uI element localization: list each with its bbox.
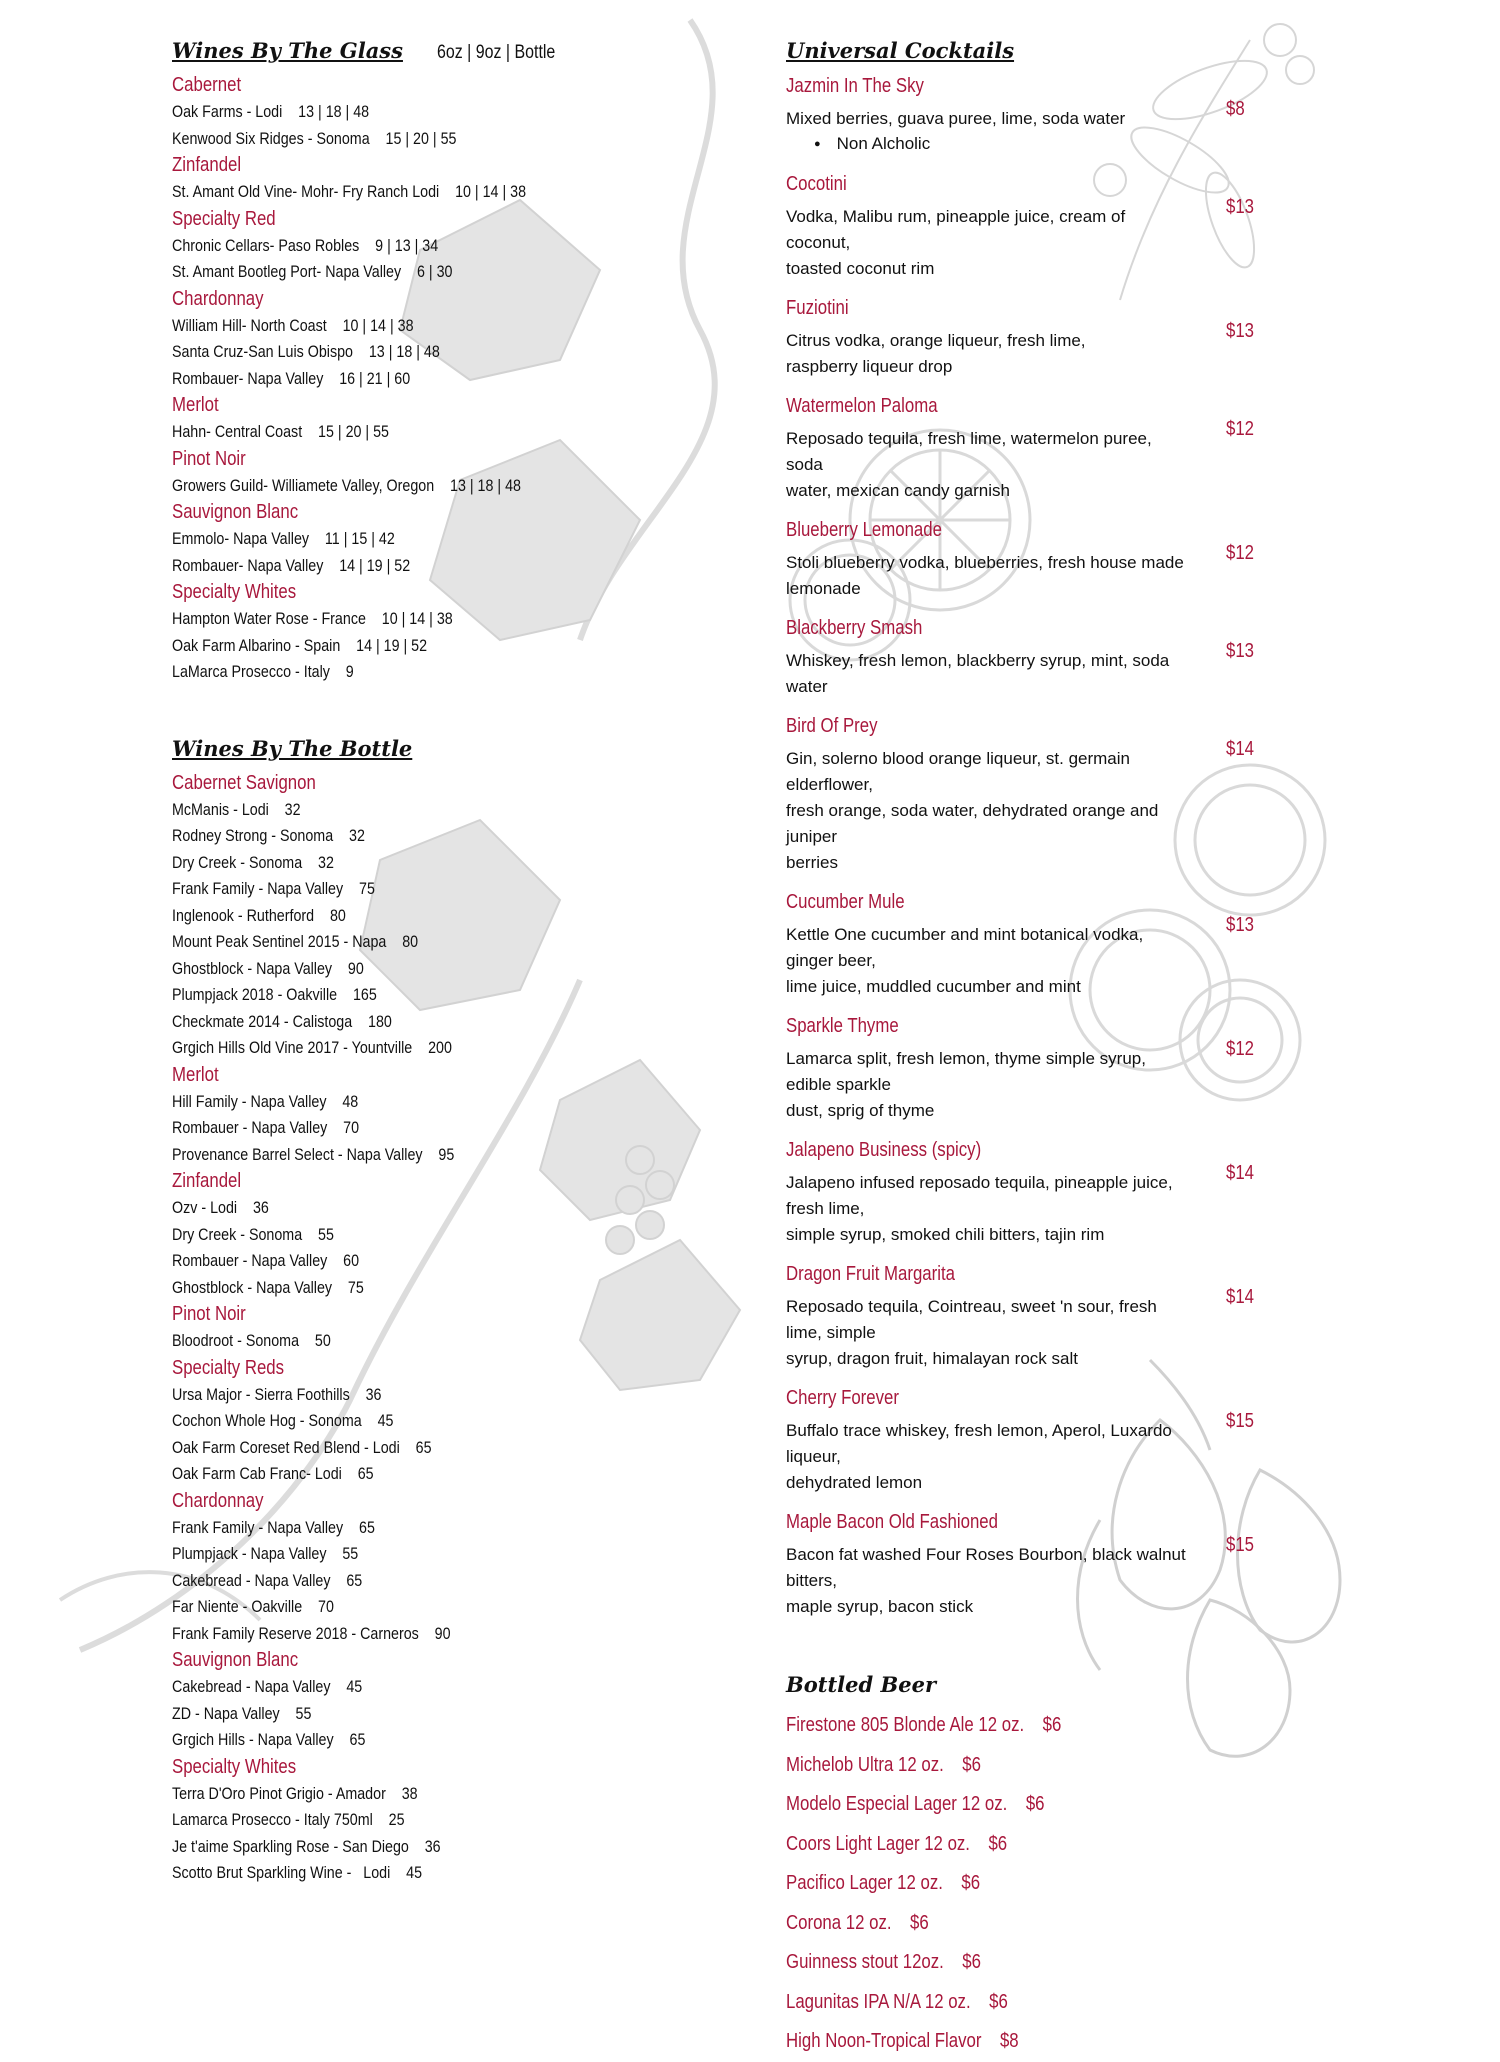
beer-price: $6: [989, 1990, 1008, 2013]
wine-item: Emmolo- Napa Valley 11 | 15 | 42: [172, 529, 395, 548]
cocktail-description-line: lime juice, muddled cucumber and mint: [786, 977, 1081, 996]
cocktail-name: Cherry Forever: [786, 1387, 899, 1409]
cocktail-description: [786, 106, 1191, 158]
wine-item: Scotto Brut Sparkling Wine - Lodi 45: [172, 1863, 423, 1882]
cocktail-note: ● Non Alcholic: [786, 132, 1191, 158]
cocktail-description-line: berries: [786, 853, 838, 872]
wine-item: Bloodroot - Sonoma 50: [172, 1331, 331, 1350]
cocktail-description: [786, 550, 1191, 602]
wine-category-heading: Sauvignon Blanc: [172, 501, 299, 523]
wine-item: Provenance Barrel Select - Napa Valley 95: [172, 1144, 455, 1164]
wine-item: Oak Farms - Lodi 13 | 18 | 48: [172, 102, 370, 121]
cocktail-body: [786, 738, 1286, 876]
wine-category-group: [172, 446, 732, 500]
cocktail-item: [786, 72, 1286, 158]
cocktail-item: [786, 1508, 1286, 1620]
beer-header: [786, 1672, 1286, 1706]
cocktail-description: [786, 648, 1191, 700]
cocktail-price: $8: [1226, 98, 1245, 120]
beer-item: [786, 1864, 1206, 1904]
beer-price: $6: [962, 1753, 981, 1776]
wine-category-group: [172, 152, 732, 206]
cocktail-body: [786, 1162, 1286, 1248]
wine-item: Dry Creek - Sonoma 55: [172, 1224, 334, 1244]
cocktail-item: [786, 712, 1286, 876]
cocktail-name: Fuziotini: [786, 297, 849, 319]
beer-item: [786, 1983, 1206, 2023]
wine-category-group: [172, 499, 732, 579]
wine-item: Rombauer - Napa Valley 60: [172, 1251, 360, 1270]
wine-category-group: [172, 579, 732, 686]
cocktail-item: [786, 1260, 1286, 1372]
beer-price: $6: [988, 1832, 1008, 1855]
wine-category-heading: Cabernet Savignon: [172, 771, 316, 794]
cocktail-description: [786, 922, 1191, 1000]
cocktails-header: [786, 38, 1286, 72]
cocktail-description-line: Reposado tequila, fresh lime, watermelon puree, soda: [786, 429, 1152, 474]
beer-item: [786, 1746, 1206, 1786]
cocktail-price: $12: [1226, 1038, 1255, 1060]
cocktail-description-line: Gin, solerno blood orange liqueur, st. germain elderflower,: [786, 749, 1130, 794]
wine-item: Terra D'Oro Pinot Grigio - Amador 38: [172, 1783, 418, 1803]
wine-category-group: [172, 72, 732, 152]
beer-item: [786, 1943, 1206, 1983]
cocktail-price: $13: [1226, 914, 1255, 936]
cocktail-list: [786, 72, 1286, 1620]
beer-name: Modelo Especial Lager 12 oz.: [786, 1793, 1008, 1815]
wine-item: Oak Farm Cab Franc- Lodi 65: [172, 1464, 374, 1483]
cocktail-name: Jazmin In The Sky: [786, 75, 924, 97]
wine-item: Cochon Whole Hog - Sonoma 45: [172, 1411, 394, 1430]
wines-by-bottle-section: [172, 736, 732, 1887]
cocktail-body: [786, 418, 1286, 504]
cocktail-price: $15: [1226, 1410, 1255, 1432]
wines-by-bottle-title: Wines By The Bottle: [172, 735, 413, 761]
cocktail-description-line: Citrus vodka, orange liqueur, fresh lime,: [786, 331, 1086, 350]
cocktail-body: [786, 542, 1286, 602]
beer-price: $6: [910, 1911, 929, 1934]
wine-category-group: [172, 1647, 732, 1754]
wines-by-bottle-header: [172, 736, 732, 770]
beer-name: Michelob Ultra 12 oz.: [786, 1753, 944, 1776]
beer-price: $6: [1025, 1793, 1045, 1815]
cocktail-description: [786, 1542, 1191, 1620]
wines-by-bottle-list: [172, 770, 732, 1887]
cocktail-name: Sparkle Thyme: [786, 1015, 899, 1037]
wine-category-heading: Merlot: [172, 394, 219, 416]
wine-category-group: [172, 286, 732, 393]
cocktail-description-line: dust, sprig of thyme: [786, 1101, 935, 1120]
cocktail-name: Dragon Fruit Margarita: [786, 1263, 955, 1285]
wine-item: Ursa Major - Sierra Foothills 36: [172, 1384, 382, 1404]
cocktail-description: [786, 1170, 1191, 1248]
cocktail-description-line: Buffalo trace whiskey, fresh lemon, Aperol, Luxardo liqueur,: [786, 1421, 1172, 1466]
cocktail-price: $12: [1226, 418, 1255, 440]
cocktail-description-line: dehydrated lemon: [786, 1473, 923, 1492]
wine-item: Rombauer- Napa Valley 16 | 21 | 60: [172, 368, 411, 388]
wine-item: Kenwood Six Ridges - Sonoma 15 | 20 | 55: [172, 128, 457, 148]
wine-category-heading: Cabernet: [172, 74, 242, 96]
cocktail-price: $13: [1226, 640, 1255, 662]
cocktail-item: [786, 1136, 1286, 1248]
beer-name: Corona 12 oz.: [786, 1911, 892, 1934]
wine-item: Hahn- Central Coast 15 | 20 | 55: [172, 422, 389, 441]
wine-category-heading: Specialty Red: [172, 207, 276, 230]
cocktail-name: Blueberry Lemonade: [786, 519, 942, 541]
wine-item: William Hill- North Coast 10 | 14 | 38: [172, 315, 414, 335]
wine-category-group: [172, 770, 732, 1062]
wine-item: Grgich Hills Old Vine 2017 - Yountville 200: [172, 1038, 452, 1057]
wine-item: Frank Family Reserve 2018 - Carneros 90: [172, 1623, 451, 1643]
wine-item: Plumpjack 2018 - Oakville 165: [172, 985, 377, 1004]
cocktail-item: [786, 888, 1286, 1000]
cocktails-title: Universal Cocktails: [786, 38, 1015, 63]
wines-by-glass-section: [172, 38, 732, 686]
wines-by-glass-header: [172, 38, 732, 72]
cocktail-description: [786, 1418, 1191, 1496]
cocktail-body: [786, 98, 1286, 158]
cocktail-description-line: lemonade: [786, 579, 861, 598]
wine-item: Frank Family - Napa Valley 65: [172, 1517, 375, 1537]
wine-category-group: [172, 1754, 732, 1887]
cocktail-name: Blackberry Smash: [786, 617, 923, 639]
cocktail-description-line: Mixed berries, guava puree, lime, soda water: [786, 109, 1126, 128]
cocktail-description-line: simple syrup, smoked chili bitters, tajin rim: [786, 1225, 1105, 1244]
wines-by-glass-list: [172, 72, 732, 686]
cocktail-description-line: Stoli blueberry vodka, blueberries, fresh house made: [786, 553, 1184, 572]
beer-name: Guinness stout 12oz.: [786, 1951, 944, 1973]
beer-price: $6: [1042, 1714, 1062, 1736]
wine-category-group: [172, 1168, 732, 1301]
wine-item: Dry Creek - Sonoma 32: [172, 852, 334, 872]
wine-category-heading: Sauvignon Blanc: [172, 1649, 299, 1671]
beer-item: [786, 1904, 1206, 1944]
beer-name: High Noon-Tropical Flavor: [786, 2030, 982, 2052]
wine-category-group: [172, 392, 732, 446]
beer-price: $8: [999, 2030, 1019, 2052]
cocktail-body: [786, 1534, 1286, 1620]
cocktail-name: Cocotini: [786, 173, 847, 195]
cocktail-description: [786, 746, 1191, 876]
cocktail-price: $13: [1226, 196, 1255, 218]
cocktail-description-line: maple syrup, bacon stick: [786, 1597, 974, 1616]
beer-price: $6: [961, 1872, 981, 1894]
wine-category-heading: Chardonnay: [172, 287, 264, 310]
cocktail-body: [786, 1410, 1286, 1496]
cocktail-name: Maple Bacon Old Fashioned: [786, 1511, 998, 1533]
wine-item: Growers Guild- Williamete Valley, Oregon 13 | 18 | 48: [172, 475, 521, 495]
wines-by-glass-title: Wines By The Glass: [172, 38, 403, 63]
beer-item: [786, 2022, 1206, 2062]
cocktail-item: [786, 1384, 1286, 1496]
wine-category-heading: Specialty Whites: [172, 581, 297, 603]
cocktail-description: [786, 204, 1191, 282]
wine-item: Oak Farm Coreset Red Blend - Lodi 65: [172, 1437, 432, 1457]
cocktail-description-line: syrup, dragon fruit, himalayan rock salt: [786, 1349, 1078, 1368]
cocktail-price: $15: [1226, 1534, 1255, 1556]
beer-price: $6: [962, 1951, 981, 1973]
beer-item: [786, 1825, 1206, 1865]
cocktail-description-line: water, mexican candy garnish: [786, 481, 1010, 500]
beer-name: Firestone 805 Blonde Ale 12 oz.: [786, 1714, 1025, 1736]
wine-item: Frank Family - Napa Valley 75: [172, 879, 375, 898]
wine-item: Checkmate 2014 - Calistoga 180: [172, 1011, 392, 1031]
cocktail-price: $14: [1226, 738, 1255, 760]
wine-category-group: [172, 1355, 732, 1488]
cocktail-description: [786, 1046, 1191, 1124]
cocktail-description-line: Bacon fat washed Four Roses Bourbon, black walnut bitters,: [786, 1545, 1186, 1590]
cocktail-item: [786, 392, 1286, 504]
wine-item: Inglenook - Rutherford 80: [172, 905, 346, 925]
wine-category-group: [172, 1062, 732, 1169]
cocktail-description-line: Vodka, Malibu rum, pineapple juice, cream of coconut,: [786, 207, 1126, 252]
beer-title: Bottled Beer: [786, 1672, 937, 1697]
cocktail-description-line: Kettle One cucumber and mint botanical vodka, ginger beer,: [786, 925, 1144, 970]
wine-category-group: [172, 1488, 732, 1648]
wine-item: Je t'aime Sparkling Rose - San Diego 36: [172, 1836, 441, 1856]
cocktail-price: $14: [1226, 1162, 1255, 1184]
wine-item: Rombauer - Napa Valley 70: [172, 1118, 360, 1137]
beer-name: Lagunitas IPA N/A 12 oz.: [786, 1990, 971, 2013]
cocktail-price: $12: [1226, 542, 1255, 564]
cocktail-description: [786, 426, 1191, 504]
cocktail-body: [786, 1286, 1286, 1372]
right-column: [786, 38, 1286, 2062]
wine-item: St. Amant Bootleg Port- Napa Valley 6 | 30: [172, 262, 453, 281]
cocktail-name: Bird Of Prey: [786, 715, 878, 737]
cocktail-name: Jalapeno Business (spicy): [786, 1139, 982, 1161]
wine-item: Mount Peak Sentinel 2015 - Napa 80: [172, 932, 419, 951]
wine-category-heading: Merlot: [172, 1063, 219, 1086]
wine-item: Santa Cruz-San Luis Obispo 13 | 18 | 48: [172, 342, 440, 361]
beer-name: Pacifico Lager 12 oz.: [786, 1872, 943, 1894]
beer-item: [786, 1706, 1206, 1746]
wine-item: Far Niente - Oakville 70: [172, 1597, 334, 1616]
wine-item: Cakebread - Napa Valley 65: [172, 1570, 363, 1590]
wine-item: Plumpjack - Napa Valley 55: [172, 1544, 359, 1563]
cocktail-body: [786, 196, 1286, 282]
wine-category-heading: Zinfandel: [172, 1170, 242, 1192]
cocktail-body: [786, 640, 1286, 700]
wine-item: LaMarca Prosecco - Italy 9: [172, 662, 354, 681]
wine-item: Hampton Water Rose - France 10 | 14 | 38: [172, 609, 453, 628]
cocktail-price: $13: [1226, 320, 1255, 342]
cocktail-description: [786, 328, 1191, 380]
wine-item: Oak Farm Albarino - Spain 14 | 19 | 52: [172, 635, 428, 655]
wine-category-heading: Specialty Whites: [172, 1755, 297, 1778]
wine-item: Ghostblock - Napa Valley 75: [172, 1277, 364, 1297]
wine-item: Lamarca Prosecco - Italy 750ml 25: [172, 1810, 405, 1829]
cocktail-name: Watermelon Paloma: [786, 395, 938, 417]
wine-item: Hill Family - Napa Valley 48: [172, 1091, 359, 1111]
wine-category-group: [172, 206, 732, 286]
wine-category-heading: Pinot Noir: [172, 447, 246, 470]
wine-category-heading: Specialty Reds: [172, 1356, 285, 1379]
cocktail-description-line: Whiskey, fresh lemon, blackberry syrup, mint, soda water: [786, 651, 1170, 696]
left-column: [172, 38, 732, 1887]
cocktail-body: [786, 1038, 1286, 1124]
beer-name: Coors Light Lager 12 oz.: [786, 1832, 970, 1855]
cocktail-item: [786, 170, 1286, 282]
wine-item: McManis - Lodi 32: [172, 799, 301, 819]
cocktail-price: $14: [1226, 1286, 1255, 1308]
wine-category-heading: Zinfandel: [172, 154, 242, 176]
cocktail-item: [786, 1012, 1286, 1124]
wine-item: Rodney Strong - Sonoma 32: [172, 826, 365, 845]
cocktail-description-line: raspberry liqueur drop: [786, 357, 953, 376]
wine-item: St. Amant Old Vine- Mohr- Fry Ranch Lodi 10 | 14 | 38: [172, 182, 527, 201]
wine-category-heading: Pinot Noir: [172, 1303, 246, 1325]
cocktail-description: [786, 1294, 1191, 1372]
cocktail-item: [786, 614, 1286, 700]
wine-item: Grgich Hills - Napa Valley 65: [172, 1730, 366, 1749]
glass-size-legend: 6oz | 9oz | Bottle: [436, 42, 556, 63]
cocktail-body: [786, 914, 1286, 1000]
wine-category-group: [172, 1301, 732, 1355]
cocktail-body: [786, 320, 1286, 380]
cocktail-description-line: Lamarca split, fresh lemon, thyme simple syrup, edible sparkle: [786, 1049, 1146, 1094]
wine-item: Cakebread - Napa Valley 45: [172, 1677, 363, 1696]
wine-item: Chronic Cellars- Paso Robles 9 | 13 | 34: [172, 235, 439, 255]
cocktail-name: Cucumber Mule: [786, 891, 905, 913]
cocktail-description-line: Reposado tequila, Cointreau, sweet 'n sour, fresh lime, simple: [786, 1297, 1157, 1342]
cocktail-description-line: toasted coconut rim: [786, 259, 935, 278]
cocktail-item: [786, 516, 1286, 602]
beer-item: [786, 1785, 1206, 1825]
beer-list: [786, 1706, 1286, 2062]
wine-item: Rombauer- Napa Valley 14 | 19 | 52: [172, 555, 411, 575]
cocktail-item: [786, 294, 1286, 380]
wine-category-heading: Chardonnay: [172, 1489, 264, 1512]
wine-item: Ozv - Lodi 36: [172, 1198, 269, 1217]
wine-item: Ghostblock - Napa Valley 90: [172, 958, 364, 978]
wine-item: ZD - Napa Valley 55: [172, 1703, 312, 1723]
cocktail-description-line: fresh orange, soda water, dehydrated orange and juniper: [786, 801, 1159, 846]
cocktail-description-line: Jalapeno infused reposado tequila, pineapple juice, fresh lime,: [786, 1173, 1173, 1218]
